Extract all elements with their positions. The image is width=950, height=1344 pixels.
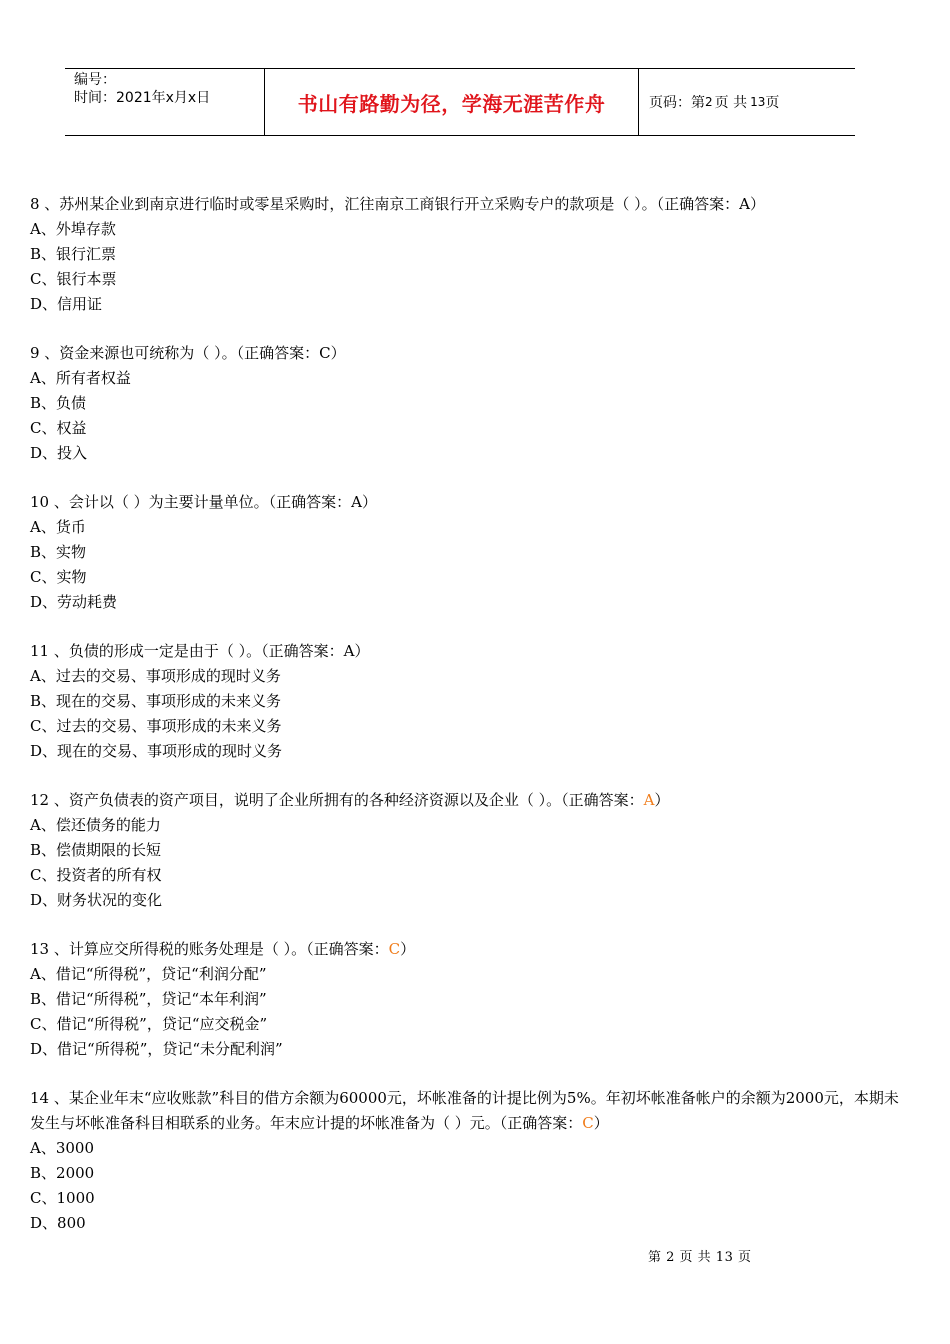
question-item [30,639,900,764]
answer-option: A、过去的交易、事项形成的现时义务 [30,667,281,685]
answer-option: B、实物 [30,543,87,561]
page-number: 2 [705,95,713,109]
question-item [30,341,900,466]
page-prefix: 页码：第 [649,95,705,111]
time-label: 时间：2021年x月x日 [74,90,211,106]
question-text: 12 、资产负债表的资产项目，说明了企业所拥有的各种经济资源以及企业（ ）。（正确答案： [30,791,644,809]
correct-answer: A [739,195,750,213]
question-text: 10 、会计以（ ）为主要计量单位。（正确答案： [30,493,352,511]
page-total: 13 [750,95,766,109]
question-stem [30,639,900,664]
answer-option: C、银行本票 [30,270,117,288]
question-stem [30,937,900,962]
question-stem [30,490,900,515]
header-motto: 书山有路勤为径，学海无涯苦作舟 [265,69,639,135]
answer-option: A、所有者权益 [30,369,131,387]
close-paren: ） [361,493,377,511]
correct-answer: A [643,791,655,809]
answer-option: A、外埠存款 [30,220,116,238]
close-paren: ） [330,344,346,362]
close-paren: ） [400,940,416,958]
answer-option: D、信用证 [30,295,103,313]
question-list [30,192,900,1260]
question-text: 13 、计算应交所得税的账务处理是（ ）。（正确答案： [30,940,389,958]
answer-option: A、货币 [30,518,86,536]
question-text: 8 、苏州某企业到南京进行临时或零星采购时，汇往南京工商银行开立采购专户的款项是（ ）。（正确答案： [30,195,740,213]
answer-option: C、实物 [30,568,87,586]
answer-option: D、现在的交易、事项形成的现时义务 [30,742,283,760]
correct-answer: C [388,940,401,958]
correct-answer: A [351,493,362,511]
answer-option: C、1000 [30,1189,95,1207]
answer-option: D、投入 [30,444,88,462]
answer-option: B、偿债期限的长短 [30,841,162,859]
answer-option: A、3000 [30,1139,95,1157]
question-item [30,490,900,615]
answer-option: D、800 [30,1214,86,1232]
answer-option: B、借记“所得税”，贷记“本年利润” [30,990,267,1008]
question-item [30,937,900,1062]
answer-option: C、过去的交易、事项形成的未来义务 [30,717,282,735]
question-stem [30,788,900,813]
question-item [30,192,900,317]
answer-option: A、借记“所得税”，贷记“利润分配” [30,965,267,983]
question-stem [30,192,900,217]
answer-option: D、借记“所得税”，贷记“未分配利润” [30,1040,283,1058]
answer-option: C、权益 [30,419,87,437]
answer-option: C、投资者的所有权 [30,866,162,884]
question-stem [30,341,900,366]
correct-answer: C [582,1114,594,1132]
close-paren: ） [749,195,765,213]
answer-option: B、负债 [30,394,87,412]
correct-answer: C [319,344,331,362]
question-stem [30,1086,900,1136]
question-item [30,788,900,913]
question-text: 9 、资金来源也可统称为（ ）。（正确答案： [30,344,320,362]
close-paren: ） [354,642,370,660]
header-table [65,68,855,136]
question-item [30,1086,900,1236]
close-paren: ） [654,791,670,809]
answer-option: D、财务状况的变化 [30,891,163,909]
answer-option: A、偿还债务的能力 [30,816,161,834]
answer-option: C、借记“所得税”，贷记“应交税金” [30,1015,268,1033]
answer-option: B、银行汇票 [30,245,117,263]
header-page-info [639,69,855,135]
close-paren: ） [593,1114,609,1132]
page-footer: 第 2 页 共 13 页 [648,1250,752,1265]
answer-option: D、劳动耗费 [30,593,118,611]
serial-label: 编号： [74,72,116,88]
page-suffix: 页 [765,95,780,111]
answer-option: B、2000 [30,1164,95,1182]
correct-answer: A [343,642,355,660]
question-text: 14 、某企业年末“应收账款”科目的借方余额为60000元，坏帐准备的计提比例为5%。年初坏帐准备帐户的余额为2000元，本期未发生与坏帐准备科目相联系的业务。年末应计提的坏帐准备为（ ）元。（正确答案： [30,1089,899,1132]
page-mid: 页 共 [714,95,748,111]
header-meta [65,69,265,135]
question-text: 11 、负债的形成一定是由于（ ）。（正确答案： [30,642,344,660]
answer-option: B、现在的交易、事项形成的未来义务 [30,692,282,710]
